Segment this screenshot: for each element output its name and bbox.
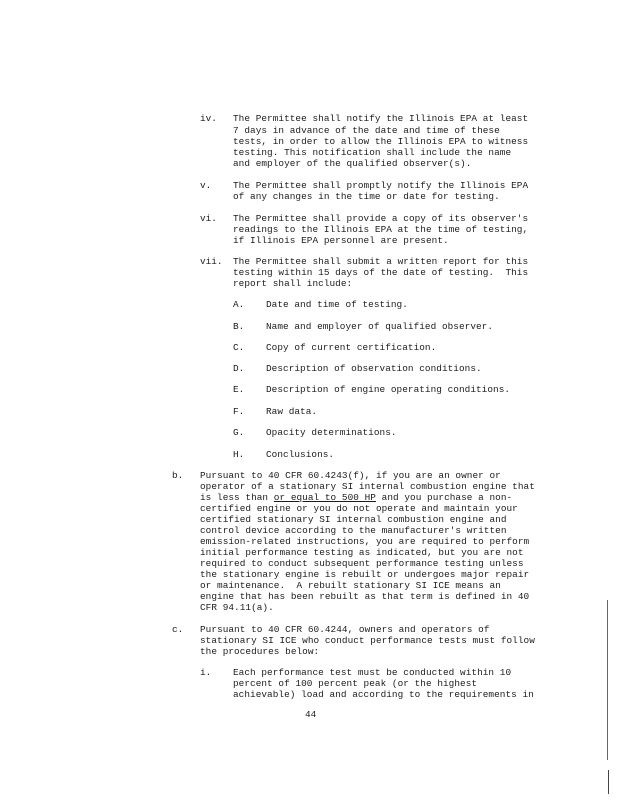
subitem-text: Raw data. [266, 406, 318, 417]
para-b-text: and you purchase a non- [375, 492, 513, 503]
para-b-line: required to conduct subsequent performance testing unless [200, 558, 524, 569]
item-iv-marker: iv. [200, 113, 217, 124]
item-vi-line: if Illinois EPA personnel are present. [233, 235, 449, 246]
subitem-marker: F. [233, 406, 245, 417]
para-b-line: initial performance testing as indicated, but you are not [200, 547, 524, 558]
subitem-marker: C. [233, 342, 245, 353]
item-v-line: The Permittee shall promptly notify the Illinois EPA [233, 180, 529, 191]
para-c-sub-i-line: Each performance test must be conducted within 10 [233, 667, 512, 678]
item-vi-marker: vi. [200, 213, 217, 224]
subitem-text: Description of observation conditions. [266, 363, 482, 374]
item-iv-line: tests, in order to allow the Illinois EPA to witness [233, 136, 529, 147]
scan-edge-mark [607, 600, 608, 760]
para-c-marker: c. [172, 624, 184, 635]
item-vii-line: The Permittee shall submit a written report for this [233, 256, 529, 267]
subitem-text: Date and time of testing. [266, 299, 408, 310]
para-c-sub-i-line: percent of 100 percent peak (or the highest [233, 678, 478, 689]
para-b-line: certified stationary SI internal combustion engine and [200, 514, 507, 525]
para-b-line: the stationary engine is rebuilt or undergoes major repair [200, 569, 530, 580]
para-c-sub-i-marker: i. [200, 667, 212, 678]
subitem-marker: D. [233, 363, 245, 374]
item-iv-line: testing. This notification shall include the name [233, 147, 512, 158]
para-c-line: the procedures below: [200, 646, 320, 657]
para-b-line: engine that has been rebuilt as that term is defined in 40 [200, 591, 530, 602]
subitem-text: Name and employer of qualified observer. [266, 321, 494, 332]
subitem-text: Opacity determinations. [266, 427, 397, 438]
item-vii-marker: vii. [200, 256, 223, 267]
para-b-line: control device according to the manufacturer's written [200, 525, 507, 536]
subitem-marker: E. [233, 384, 245, 395]
item-v-marker: v. [200, 180, 212, 191]
subitem-marker: A. [233, 299, 245, 310]
item-vii-line: report shall include: [233, 278, 353, 289]
item-iv-line: The Permittee shall notify the Illinois EPA at least [233, 113, 529, 124]
para-b-text: is less than [200, 492, 274, 503]
subitem-text: Copy of current certification. [266, 342, 437, 353]
item-vi-line: readings to the Illinois EPA at the time of testing, [233, 224, 529, 235]
scan-edge-mark [608, 770, 609, 794]
para-c-sub-i-line: achievable) load and according to the requirements in [233, 689, 534, 700]
item-iv-line: and employer of the qualified observer(s). [233, 158, 472, 169]
para-b-line: certified engine or you do not operate and maintain your [200, 503, 518, 514]
subitem-text: Conclusions. [266, 449, 335, 460]
item-v-line: of any changes in the time or date for testing. [233, 191, 500, 202]
para-b-line: or maintenance. A rebuilt stationary SI ICE means an [200, 580, 501, 591]
para-b-line: CFR 94.11(a). [200, 602, 274, 613]
para-c-line: stationary SI ICE who conduct performance tests must follow [200, 635, 535, 646]
para-b-line: Pursuant to 40 CFR 60.4243(f), if you are an owner or [200, 470, 501, 481]
para-c-line: Pursuant to 40 CFR 60.4244, owners and operators of [200, 624, 490, 635]
para-b-line: operator of a stationary SI internal combustion engine that [200, 481, 535, 492]
item-iv-line: 7 days in advance of the date and time of these [233, 125, 500, 136]
para-b-marker: b. [172, 470, 184, 481]
subitem-marker: B. [233, 321, 245, 332]
item-vii-line: testing within 15 days of the date of testing. This [233, 267, 529, 278]
subitem-marker: H. [233, 449, 245, 460]
subitem-text: Description of engine operating conditions. [266, 384, 511, 395]
para-b-underlined-text: or equal to 500 HP [273, 492, 376, 503]
item-vi-line: The Permittee shall provide a copy of its observer's [233, 213, 529, 224]
page-number: 44 [305, 709, 317, 720]
para-b-line: emission-related instructions, you are required to perform [200, 536, 530, 547]
subitem-marker: G. [233, 427, 245, 438]
